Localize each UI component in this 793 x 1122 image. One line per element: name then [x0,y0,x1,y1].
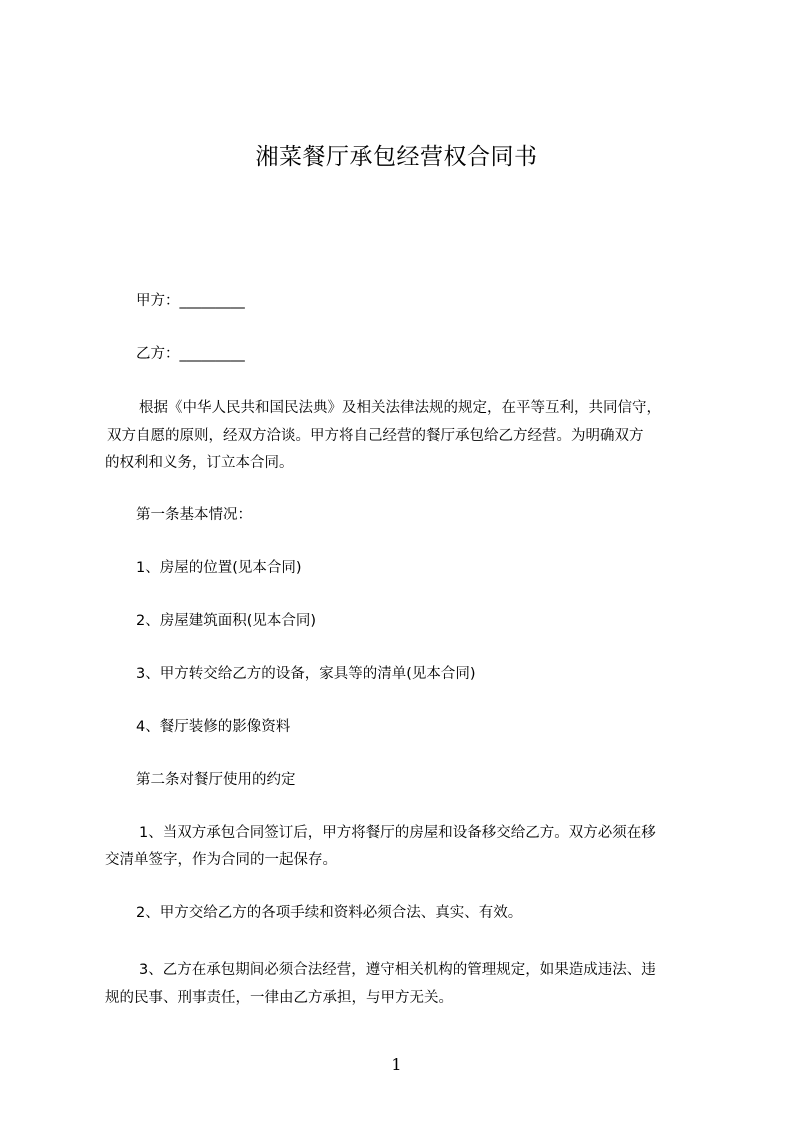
article1-item-4: 4、餐厅装修的影像资料 [136,719,291,735]
article1-heading: 第一条基本情况： [136,507,252,523]
article2-clause3-line-2: 规的民事、刑事责任，一律由乙方承担，与甲方无关。 [105,990,453,1006]
article1-item-3: 3、甲方转交给乙方的设备，家具等的清单(见本合同) [136,666,476,682]
article2-clause1-line-2: 交清单签字，作为合同的一起保存。 [105,852,337,868]
article2-heading: 第二条对餐厅使用的约定 [136,772,296,788]
article2-clause1-line-1: 1、当双方承包合同签订后，甲方将餐厅的房屋和设备移交给乙方。双方必须在移 [139,825,656,841]
article2-clause2: 2、甲方交给乙方的各项手续和资料必须合法、真实、有效。 [136,905,523,921]
party-a-line: 甲方：_________ [136,293,245,309]
intro-line-3: 的权利和义务，订立本合同。 [105,455,294,471]
page-number: 1 [391,1055,402,1074]
article2-clause3-line-1: 3、乙方在承包期间必须合法经营，遵守相关机构的管理规定，如果造成违法、违 [139,962,656,978]
intro-line-1: 根据《中华人民共和国民法典》及相关法律法规的规定，在平等互利，共同信守， [139,400,661,416]
article1-item-2: 2、房屋建筑面积(见本合同) [136,613,317,629]
document-title: 湘菜餐厅承包经营权合同书 [255,144,538,170]
article1-item-1: 1、房屋的位置(见本合同) [136,560,302,576]
intro-line-2: 双方自愿的原则，经双方洽谈。甲方将自己经营的餐厅承包给乙方经营。为明确双方 [107,428,644,444]
party-b-line: 乙方：_________ [136,346,245,362]
